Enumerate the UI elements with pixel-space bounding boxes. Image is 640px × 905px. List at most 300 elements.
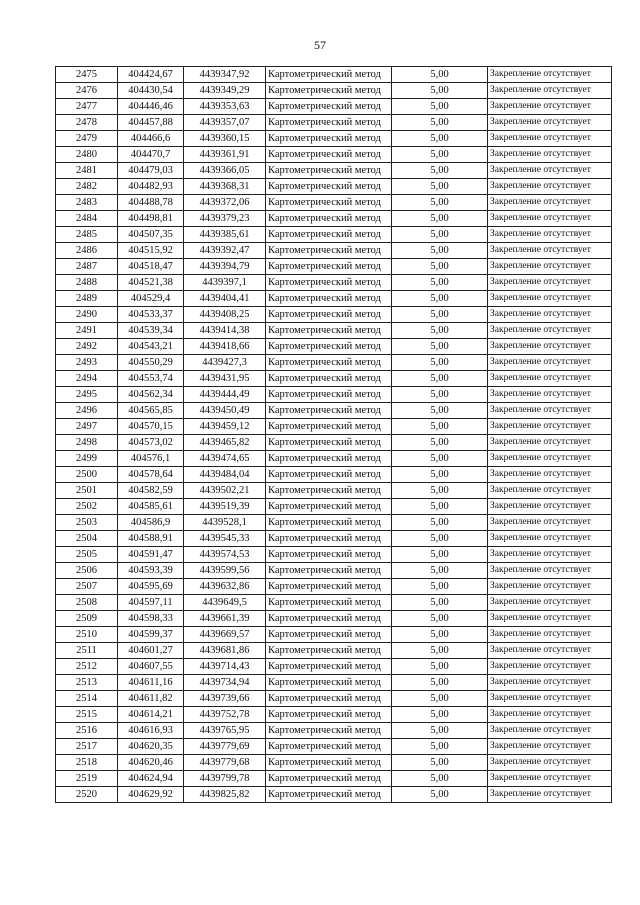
point-number-cell: 2495 (56, 387, 118, 403)
point-number-cell: 2507 (56, 579, 118, 595)
fixation-cell: Закрепление отсутствует (488, 499, 612, 515)
method-cell: Картометрический метод (266, 691, 392, 707)
y-coordinate-cell: 4439392,47 (184, 243, 266, 259)
accuracy-cell: 5,00 (392, 307, 488, 323)
x-coordinate-cell: 404624,94 (118, 771, 184, 787)
coordinates-table-body (56, 67, 612, 803)
fixation-cell: Закрепление отсутствует (488, 83, 612, 99)
accuracy-cell: 5,00 (392, 195, 488, 211)
fixation-cell: Закрепление отсутствует (488, 259, 612, 275)
x-coordinate-cell: 404570,15 (118, 419, 184, 435)
fixation-cell: Закрепление отсутствует (488, 579, 612, 595)
point-number-cell: 2508 (56, 595, 118, 611)
accuracy-cell: 5,00 (392, 563, 488, 579)
point-number-cell: 2514 (56, 691, 118, 707)
table-row (56, 179, 612, 195)
y-coordinate-cell: 4439347,92 (184, 67, 266, 83)
x-coordinate-cell: 404616,93 (118, 723, 184, 739)
y-coordinate-cell: 4439649,5 (184, 595, 266, 611)
method-cell: Картометрический метод (266, 163, 392, 179)
fixation-cell: Закрепление отсутствует (488, 723, 612, 739)
y-coordinate-cell: 4439474,65 (184, 451, 266, 467)
y-coordinate-cell: 4439414,38 (184, 323, 266, 339)
method-cell: Картометрический метод (266, 403, 392, 419)
table-row (56, 579, 612, 595)
method-cell: Картометрический метод (266, 723, 392, 739)
accuracy-cell: 5,00 (392, 419, 488, 435)
accuracy-cell: 5,00 (392, 771, 488, 787)
method-cell: Картометрический метод (266, 195, 392, 211)
table-row (56, 467, 612, 483)
y-coordinate-cell: 4439799,78 (184, 771, 266, 787)
accuracy-cell: 5,00 (392, 99, 488, 115)
table-row (56, 611, 612, 627)
x-coordinate-cell: 404595,69 (118, 579, 184, 595)
fixation-cell: Закрепление отсутствует (488, 531, 612, 547)
y-coordinate-cell: 4439368,31 (184, 179, 266, 195)
method-cell: Картометрический метод (266, 755, 392, 771)
y-coordinate-cell: 4439669,57 (184, 627, 266, 643)
fixation-cell: Закрепление отсутствует (488, 99, 612, 115)
method-cell: Картометрический метод (266, 467, 392, 483)
x-coordinate-cell: 404573,02 (118, 435, 184, 451)
table-row (56, 435, 612, 451)
table-row (56, 547, 612, 563)
x-coordinate-cell: 404470,7 (118, 147, 184, 163)
method-cell: Картометрический метод (266, 659, 392, 675)
point-number-cell: 2494 (56, 371, 118, 387)
accuracy-cell: 5,00 (392, 131, 488, 147)
point-number-cell: 2493 (56, 355, 118, 371)
y-coordinate-cell: 4439427,3 (184, 355, 266, 371)
method-cell: Картометрический метод (266, 291, 392, 307)
y-coordinate-cell: 4439450,49 (184, 403, 266, 419)
accuracy-cell: 5,00 (392, 643, 488, 659)
x-coordinate-cell: 404601,27 (118, 643, 184, 659)
point-number-cell: 2487 (56, 259, 118, 275)
x-coordinate-cell: 404582,59 (118, 483, 184, 499)
x-coordinate-cell: 404488,78 (118, 195, 184, 211)
method-cell: Картометрический метод (266, 435, 392, 451)
x-coordinate-cell: 404598,33 (118, 611, 184, 627)
point-number-cell: 2490 (56, 307, 118, 323)
point-number-cell: 2484 (56, 211, 118, 227)
accuracy-cell: 5,00 (392, 211, 488, 227)
table-row (56, 323, 612, 339)
fixation-cell: Закрепление отсутствует (488, 339, 612, 355)
accuracy-cell: 5,00 (392, 451, 488, 467)
y-coordinate-cell: 4439361,91 (184, 147, 266, 163)
table-row (56, 307, 612, 323)
x-coordinate-cell: 404614,21 (118, 707, 184, 723)
method-cell: Картометрический метод (266, 787, 392, 803)
accuracy-cell: 5,00 (392, 387, 488, 403)
y-coordinate-cell: 4439632,86 (184, 579, 266, 595)
x-coordinate-cell: 404543,21 (118, 339, 184, 355)
table-row (56, 147, 612, 163)
point-number-cell: 2509 (56, 611, 118, 627)
fixation-cell: Закрепление отсутствует (488, 435, 612, 451)
fixation-cell: Закрепление отсутствует (488, 179, 612, 195)
y-coordinate-cell: 4439825,82 (184, 787, 266, 803)
method-cell: Картометрический метод (266, 643, 392, 659)
x-coordinate-cell: 404466,6 (118, 131, 184, 147)
point-number-cell: 2483 (56, 195, 118, 211)
point-number-cell: 2497 (56, 419, 118, 435)
accuracy-cell: 5,00 (392, 115, 488, 131)
x-coordinate-cell: 404553,74 (118, 371, 184, 387)
y-coordinate-cell: 4439360,15 (184, 131, 266, 147)
x-coordinate-cell: 404620,46 (118, 755, 184, 771)
point-number-cell: 2518 (56, 755, 118, 771)
accuracy-cell: 5,00 (392, 275, 488, 291)
accuracy-cell: 5,00 (392, 403, 488, 419)
fixation-cell: Закрепление отсутствует (488, 195, 612, 211)
y-coordinate-cell: 4439528,1 (184, 515, 266, 531)
x-coordinate-cell: 404597,11 (118, 595, 184, 611)
x-coordinate-cell: 404562,34 (118, 387, 184, 403)
fixation-cell: Закрепление отсутствует (488, 627, 612, 643)
point-number-cell: 2511 (56, 643, 118, 659)
method-cell: Картометрический метод (266, 387, 392, 403)
table-row (56, 115, 612, 131)
y-coordinate-cell: 4439394,79 (184, 259, 266, 275)
point-number-cell: 2478 (56, 115, 118, 131)
accuracy-cell: 5,00 (392, 515, 488, 531)
method-cell: Картометрический метод (266, 563, 392, 579)
table-row (56, 355, 612, 371)
point-number-cell: 2479 (56, 131, 118, 147)
y-coordinate-cell: 4439484,04 (184, 467, 266, 483)
fixation-cell: Закрепление отсутствует (488, 451, 612, 467)
method-cell: Картометрический метод (266, 579, 392, 595)
y-coordinate-cell: 4439779,69 (184, 739, 266, 755)
point-number-cell: 2502 (56, 499, 118, 515)
table-row (56, 739, 612, 755)
table-row (56, 403, 612, 419)
x-coordinate-cell: 404482,93 (118, 179, 184, 195)
y-coordinate-cell: 4439765,95 (184, 723, 266, 739)
y-coordinate-cell: 4439661,39 (184, 611, 266, 627)
table-row (56, 259, 612, 275)
x-coordinate-cell: 404599,37 (118, 627, 184, 643)
accuracy-cell: 5,00 (392, 323, 488, 339)
fixation-cell: Закрепление отсутствует (488, 515, 612, 531)
method-cell: Картометрический метод (266, 67, 392, 83)
y-coordinate-cell: 4439397,1 (184, 275, 266, 291)
point-number-cell: 2512 (56, 659, 118, 675)
fixation-cell: Закрепление отсутствует (488, 675, 612, 691)
x-coordinate-cell: 404588,91 (118, 531, 184, 547)
y-coordinate-cell: 4439431,95 (184, 371, 266, 387)
coordinates-table (55, 66, 612, 803)
table-row (56, 643, 612, 659)
y-coordinate-cell: 4439465,82 (184, 435, 266, 451)
table-row (56, 99, 612, 115)
x-coordinate-cell: 404521,38 (118, 275, 184, 291)
table-row (56, 515, 612, 531)
page-number: 57 (314, 38, 326, 52)
table-row (56, 419, 612, 435)
fixation-cell: Закрепление отсутствует (488, 147, 612, 163)
fixation-cell: Закрепление отсутствует (488, 755, 612, 771)
table-row (56, 499, 612, 515)
table-row (56, 227, 612, 243)
fixation-cell: Закрепление отсутствует (488, 115, 612, 131)
accuracy-cell: 5,00 (392, 291, 488, 307)
accuracy-cell: 5,00 (392, 739, 488, 755)
accuracy-cell: 5,00 (392, 179, 488, 195)
point-number-cell: 2520 (56, 787, 118, 803)
table-row (56, 163, 612, 179)
y-coordinate-cell: 4439349,29 (184, 83, 266, 99)
x-coordinate-cell: 404424,67 (118, 67, 184, 83)
table-row (56, 451, 612, 467)
fixation-cell: Закрепление отсутствует (488, 595, 612, 611)
point-number-cell: 2505 (56, 547, 118, 563)
accuracy-cell: 5,00 (392, 371, 488, 387)
point-number-cell: 2480 (56, 147, 118, 163)
y-coordinate-cell: 4439502,21 (184, 483, 266, 499)
x-coordinate-cell: 404578,64 (118, 467, 184, 483)
fixation-cell: Закрепление отсутствует (488, 659, 612, 675)
method-cell: Картометрический метод (266, 355, 392, 371)
method-cell: Картометрический метод (266, 339, 392, 355)
table-row (56, 291, 612, 307)
x-coordinate-cell: 404498,81 (118, 211, 184, 227)
point-number-cell: 2499 (56, 451, 118, 467)
accuracy-cell: 5,00 (392, 691, 488, 707)
method-cell: Картометрический метод (266, 147, 392, 163)
table-row (56, 563, 612, 579)
fixation-cell: Закрепление отсутствует (488, 563, 612, 579)
method-cell: Картометрический метод (266, 179, 392, 195)
y-coordinate-cell: 4439574,53 (184, 547, 266, 563)
x-coordinate-cell: 404565,85 (118, 403, 184, 419)
method-cell: Картометрический метод (266, 227, 392, 243)
accuracy-cell: 5,00 (392, 163, 488, 179)
y-coordinate-cell: 4439353,63 (184, 99, 266, 115)
method-cell: Картометрический метод (266, 115, 392, 131)
accuracy-cell: 5,00 (392, 339, 488, 355)
accuracy-cell: 5,00 (392, 627, 488, 643)
method-cell: Картометрический метод (266, 131, 392, 147)
fixation-cell: Закрепление отсутствует (488, 243, 612, 259)
accuracy-cell: 5,00 (392, 547, 488, 563)
table-row (56, 131, 612, 147)
accuracy-cell: 5,00 (392, 435, 488, 451)
accuracy-cell: 5,00 (392, 675, 488, 691)
y-coordinate-cell: 4439681,86 (184, 643, 266, 659)
y-coordinate-cell: 4439714,43 (184, 659, 266, 675)
table-row (56, 595, 612, 611)
x-coordinate-cell: 404593,39 (118, 563, 184, 579)
point-number-cell: 2489 (56, 291, 118, 307)
fixation-cell: Закрепление отсутствует (488, 547, 612, 563)
x-coordinate-cell: 404611,82 (118, 691, 184, 707)
y-coordinate-cell: 4439459,12 (184, 419, 266, 435)
y-coordinate-cell: 4439519,39 (184, 499, 266, 515)
table-row (56, 67, 612, 83)
table-row (56, 387, 612, 403)
x-coordinate-cell: 404611,16 (118, 675, 184, 691)
accuracy-cell: 5,00 (392, 483, 488, 499)
point-number-cell: 2491 (56, 323, 118, 339)
point-number-cell: 2519 (56, 771, 118, 787)
table-row (56, 371, 612, 387)
table-row (56, 195, 612, 211)
method-cell: Картометрический метод (266, 211, 392, 227)
x-coordinate-cell: 404585,61 (118, 499, 184, 515)
fixation-cell: Закрепление отсутствует (488, 227, 612, 243)
x-coordinate-cell: 404533,37 (118, 307, 184, 323)
table-row (56, 675, 612, 691)
method-cell: Картометрический метод (266, 483, 392, 499)
method-cell: Картометрический метод (266, 675, 392, 691)
table-row (56, 707, 612, 723)
x-coordinate-cell: 404430,54 (118, 83, 184, 99)
fixation-cell: Закрепление отсутствует (488, 611, 612, 627)
accuracy-cell: 5,00 (392, 499, 488, 515)
point-number-cell: 2481 (56, 163, 118, 179)
y-coordinate-cell: 4439357,07 (184, 115, 266, 131)
y-coordinate-cell: 4439599,56 (184, 563, 266, 579)
point-number-cell: 2482 (56, 179, 118, 195)
point-number-cell: 2516 (56, 723, 118, 739)
x-coordinate-cell: 404607,55 (118, 659, 184, 675)
method-cell: Картометрический метод (266, 99, 392, 115)
y-coordinate-cell: 4439752,78 (184, 707, 266, 723)
fixation-cell: Закрепление отсутствует (488, 371, 612, 387)
table-row (56, 659, 612, 675)
accuracy-cell: 5,00 (392, 611, 488, 627)
fixation-cell: Закрепление отсутствует (488, 163, 612, 179)
fixation-cell: Закрепление отсутствует (488, 643, 612, 659)
point-number-cell: 2517 (56, 739, 118, 755)
fixation-cell: Закрепление отсутствует (488, 771, 612, 787)
y-coordinate-cell: 4439379,23 (184, 211, 266, 227)
accuracy-cell: 5,00 (392, 147, 488, 163)
fixation-cell: Закрепление отсутствует (488, 483, 612, 499)
fixation-cell: Закрепление отсутствует (488, 67, 612, 83)
fixation-cell: Закрепление отсутствует (488, 403, 612, 419)
method-cell: Картометрический метод (266, 771, 392, 787)
method-cell: Картометрический метод (266, 611, 392, 627)
point-number-cell: 2477 (56, 99, 118, 115)
fixation-cell: Закрепление отсутствует (488, 419, 612, 435)
point-number-cell: 2503 (56, 515, 118, 531)
y-coordinate-cell: 4439366,05 (184, 163, 266, 179)
table-row (56, 339, 612, 355)
accuracy-cell: 5,00 (392, 67, 488, 83)
fixation-cell: Закрепление отсутствует (488, 707, 612, 723)
accuracy-cell: 5,00 (392, 83, 488, 99)
x-coordinate-cell: 404591,47 (118, 547, 184, 563)
x-coordinate-cell: 404479,03 (118, 163, 184, 179)
table-row (56, 723, 612, 739)
accuracy-cell: 5,00 (392, 227, 488, 243)
fixation-cell: Закрепление отсутствует (488, 291, 612, 307)
y-coordinate-cell: 4439545,33 (184, 531, 266, 547)
accuracy-cell: 5,00 (392, 659, 488, 675)
x-coordinate-cell: 404576,1 (118, 451, 184, 467)
y-coordinate-cell: 4439734,94 (184, 675, 266, 691)
fixation-cell: Закрепление отсутствует (488, 275, 612, 291)
fixation-cell: Закрепление отсутствует (488, 131, 612, 147)
table-row (56, 691, 612, 707)
y-coordinate-cell: 4439418,66 (184, 339, 266, 355)
table-row (56, 211, 612, 227)
accuracy-cell: 5,00 (392, 787, 488, 803)
table-row (56, 755, 612, 771)
accuracy-cell: 5,00 (392, 467, 488, 483)
method-cell: Картометрический метод (266, 307, 392, 323)
accuracy-cell: 5,00 (392, 579, 488, 595)
method-cell: Картометрический метод (266, 419, 392, 435)
point-number-cell: 2500 (56, 467, 118, 483)
y-coordinate-cell: 4439385,61 (184, 227, 266, 243)
table-row (56, 531, 612, 547)
y-coordinate-cell: 4439739,66 (184, 691, 266, 707)
point-number-cell: 2486 (56, 243, 118, 259)
method-cell: Картометрический метод (266, 83, 392, 99)
table-row (56, 243, 612, 259)
method-cell: Картометрический метод (266, 499, 392, 515)
table-row (56, 787, 612, 803)
fixation-cell: Закрепление отсутствует (488, 355, 612, 371)
fixation-cell: Закрепление отсутствует (488, 787, 612, 803)
x-coordinate-cell: 404550,29 (118, 355, 184, 371)
fixation-cell: Закрепление отсутствует (488, 307, 612, 323)
table-row (56, 83, 612, 99)
y-coordinate-cell: 4439372,06 (184, 195, 266, 211)
point-number-cell: 2498 (56, 435, 118, 451)
point-number-cell: 2496 (56, 403, 118, 419)
x-coordinate-cell: 404507,35 (118, 227, 184, 243)
accuracy-cell: 5,00 (392, 755, 488, 771)
table-row (56, 627, 612, 643)
x-coordinate-cell: 404515,92 (118, 243, 184, 259)
accuracy-cell: 5,00 (392, 595, 488, 611)
table-row (56, 771, 612, 787)
fixation-cell: Закрепление отсутствует (488, 387, 612, 403)
table-row (56, 483, 612, 499)
accuracy-cell: 5,00 (392, 707, 488, 723)
method-cell: Картометрический метод (266, 371, 392, 387)
accuracy-cell: 5,00 (392, 259, 488, 275)
table-row (56, 275, 612, 291)
point-number-cell: 2501 (56, 483, 118, 499)
accuracy-cell: 5,00 (392, 355, 488, 371)
point-number-cell: 2475 (56, 67, 118, 83)
accuracy-cell: 5,00 (392, 723, 488, 739)
accuracy-cell: 5,00 (392, 531, 488, 547)
y-coordinate-cell: 4439408,25 (184, 307, 266, 323)
method-cell: Картометрический метод (266, 595, 392, 611)
method-cell: Картометрический метод (266, 627, 392, 643)
method-cell: Картометрический метод (266, 243, 392, 259)
method-cell: Картометрический метод (266, 323, 392, 339)
fixation-cell: Закрепление отсутствует (488, 691, 612, 707)
fixation-cell: Закрепление отсутствует (488, 323, 612, 339)
point-number-cell: 2515 (56, 707, 118, 723)
point-number-cell: 2488 (56, 275, 118, 291)
y-coordinate-cell: 4439779,68 (184, 755, 266, 771)
y-coordinate-cell: 4439444,49 (184, 387, 266, 403)
method-cell: Картометрический метод (266, 515, 392, 531)
x-coordinate-cell: 404457,88 (118, 115, 184, 131)
method-cell: Картометрический метод (266, 739, 392, 755)
